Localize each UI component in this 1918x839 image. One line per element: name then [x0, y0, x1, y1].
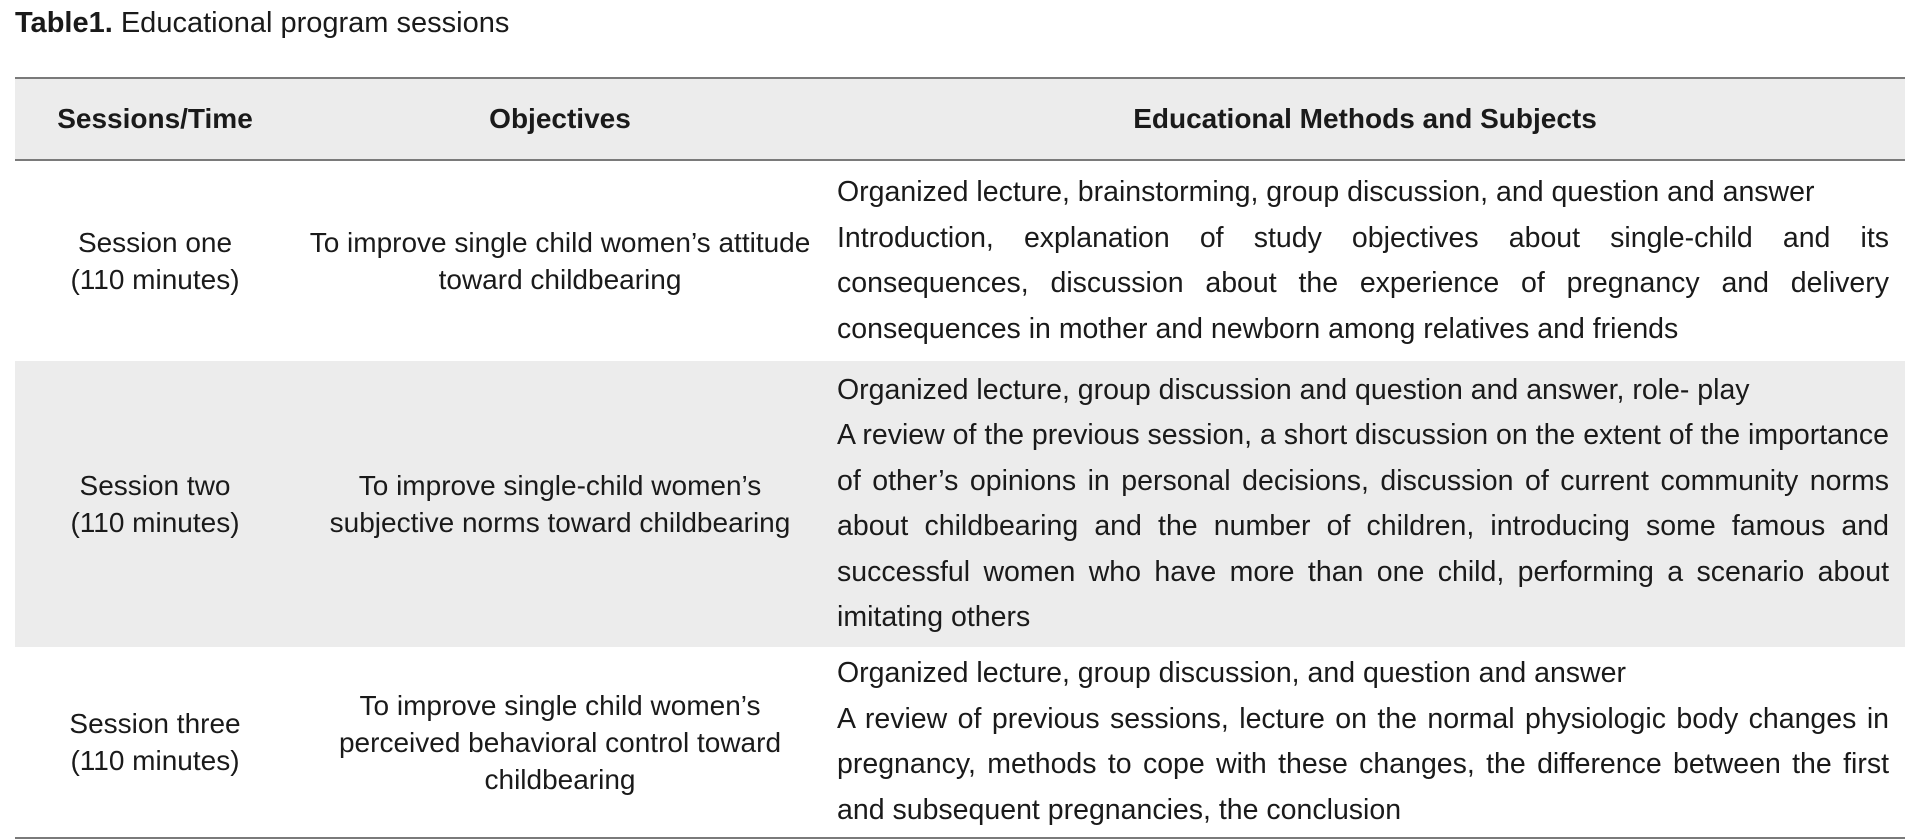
- session-duration: (110 minutes): [70, 745, 240, 776]
- methods-cell: [825, 361, 1905, 647]
- methods-cell: [825, 647, 1905, 838]
- subjects-text: A review of the previous session, a short discussion on the extent of the importance of other’s opinions in personal decisions, discussion of current community norms about childbearing and the number of children, introducing some famous and successful women who have more than one child, performing a scenario about imitating others: [837, 419, 1889, 633]
- session-duration: (110 minutes): [70, 264, 240, 295]
- table-row-session-three: [15, 647, 1905, 838]
- header-methods-subjects: Educational Methods and Subjects: [825, 78, 1905, 160]
- table-caption: [15, 4, 509, 42]
- subjects-text: Introduction, explanation of study objectives about single-child and its consequences, discussion about the experience of pregnancy and delivery consequences in mother and newborn among relatives and friends: [837, 221, 1889, 345]
- table-header-row: [15, 78, 1905, 160]
- table-caption-title: Educational program sessions: [120, 7, 510, 39]
- session-cell: [15, 647, 295, 838]
- header-sessions-time: Sessions/Time: [15, 78, 295, 160]
- methods-text: Organized lecture, group discussion, and question and answer: [837, 657, 1626, 689]
- session-name: Session three: [69, 708, 241, 739]
- table-row-session-one: [15, 160, 1905, 361]
- header-objectives: Objectives: [295, 78, 825, 160]
- session-duration: (110 minutes): [70, 507, 240, 538]
- session-cell: [15, 361, 295, 647]
- session-name: Session one: [77, 227, 233, 258]
- session-name: Session two: [79, 470, 231, 501]
- table-caption-label: Table1.: [15, 7, 113, 39]
- educational-program-table: [15, 77, 1905, 839]
- session-cell: [15, 160, 295, 361]
- methods-text: Organized lecture, group discussion and question and answer, role- play: [837, 373, 1750, 406]
- methods-cell: [825, 160, 1905, 361]
- objective-cell: To improve single child women’s perceived behavioral control toward childbearing: [295, 647, 825, 838]
- objective-cell: To improve single child women’s attitude toward childbearing: [309, 227, 811, 295]
- objective-cell: To improve single-child women’s subjective norms toward childbearing: [329, 470, 791, 538]
- methods-text: Organized lecture, brainstorming, group discussion, and question and answer: [837, 176, 1815, 208]
- subjects-text: A review of previous sessions, lecture on the normal physiologic body changes in pregnancy, methods to cope with these changes, the difference between the first and subsequent pregnancies, the conclusion: [837, 702, 1889, 826]
- table-row-session-two: [15, 361, 1905, 647]
